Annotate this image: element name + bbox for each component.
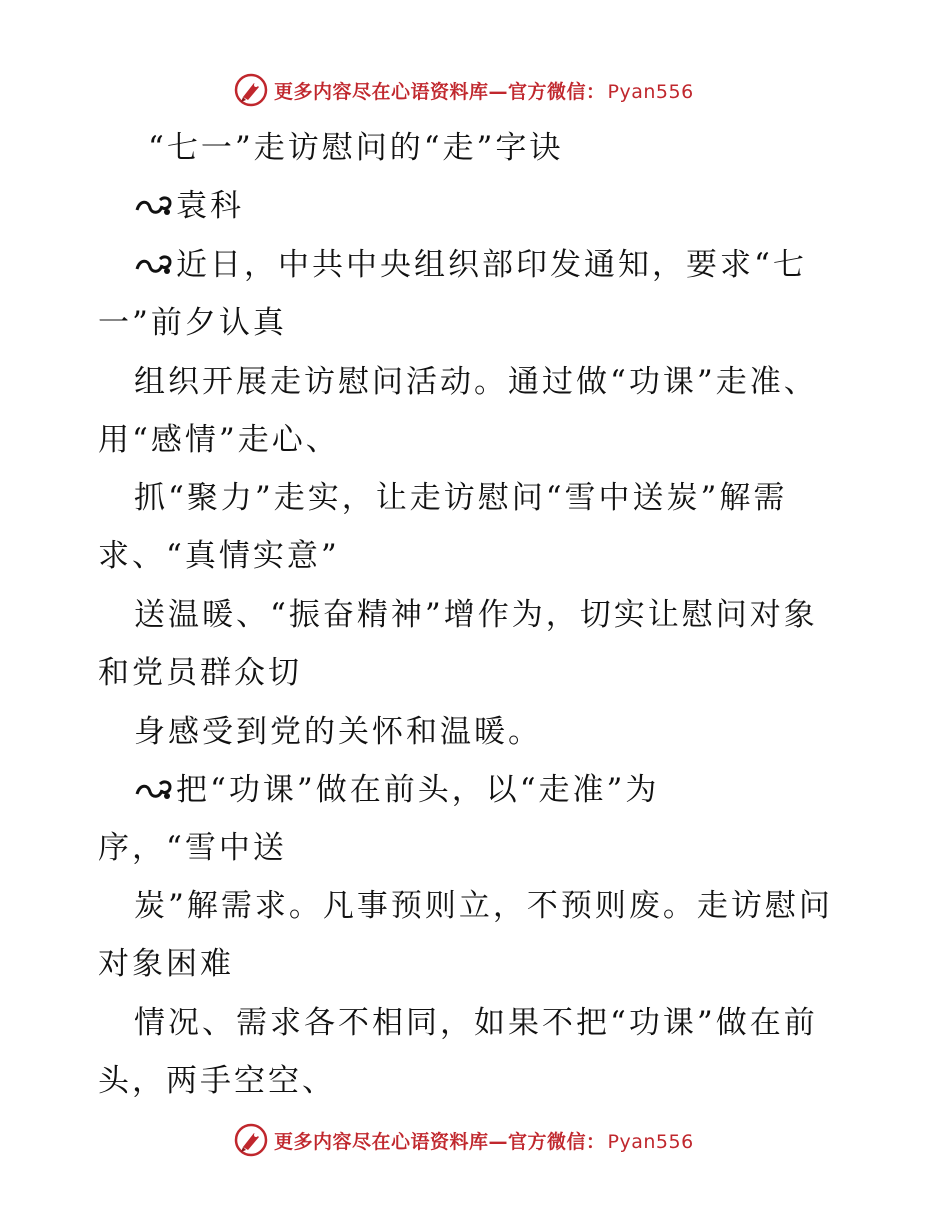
pen-logo-icon — [234, 1123, 268, 1157]
paragraph-line: 身感受到党的关怀和温暖。 — [134, 714, 542, 750]
watermark-text: 更多内容尽在心语资料库—官方微信： — [274, 1130, 606, 1153]
paragraph-line: 组织开展走访慰问活动。通过做“功课”走准、 — [134, 364, 818, 400]
paragraph-line: 用“感情”走心、 — [98, 422, 340, 458]
paragraph-line: 近日，中共中央组织部印发通知，要求“七 — [134, 245, 807, 285]
footer-watermark — [234, 1122, 694, 1158]
paragraph-line: 把“功课”做在前头，以“走准”为 — [134, 770, 659, 810]
paragraph-line: 一”前夕认真 — [98, 305, 287, 341]
paragraph-line: 送温暖、“振奋精神”增作为，切实让慰问对象 — [134, 597, 818, 633]
paragraph-line: 炭”解需求。凡事预则立，不预则废。走访慰问 — [134, 888, 833, 924]
article-title: “七一”走访慰问的“走”字诀 — [148, 130, 564, 166]
ornament-bullet-icon — [134, 774, 174, 804]
paragraph-line: 和党员群众切 — [98, 655, 302, 691]
ornament-bullet-icon — [134, 190, 174, 220]
paragraph-line: 序，“雪中送 — [98, 830, 287, 866]
paragraph-line: 抓“聚力”走实，让走访慰问“雪中送炭”解需 — [134, 480, 788, 516]
author-name: 袁科 — [176, 188, 244, 224]
paragraph-line: 对象困难 — [98, 946, 234, 982]
paragraph-line: 求、“真情实意” — [98, 538, 340, 574]
author-line — [134, 186, 244, 226]
wechat-id: Pyan556 — [607, 1130, 694, 1153]
watermark-text: 更多内容尽在心语资料库—官方微信： — [274, 80, 606, 103]
paragraph-line: 情况、需求各不相同，如果不把“功课”做在前 — [134, 1005, 818, 1041]
wechat-id: Pyan556 — [607, 80, 694, 103]
ornament-bullet-icon — [134, 249, 174, 279]
paragraph-line: 头，两手空空、 — [98, 1063, 336, 1099]
